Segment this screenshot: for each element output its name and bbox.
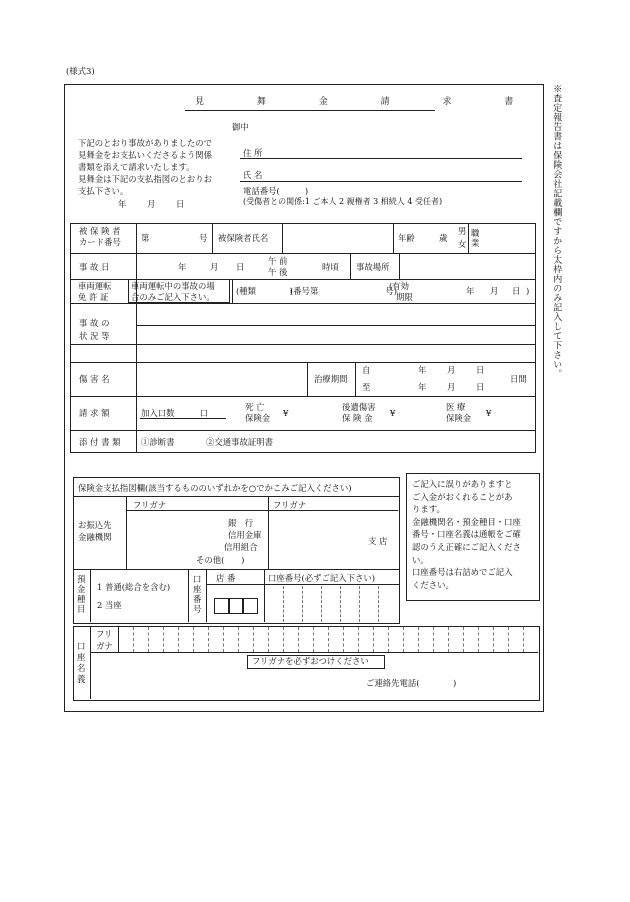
intro-line-1: 下記のとおり事故がありましたので — [78, 138, 212, 148]
store-no-digit-3[interactable] — [242, 598, 258, 614]
accident-place-label: 事故場所 — [356, 262, 390, 272]
accident-state-label-1: 事 故 の — [79, 318, 110, 328]
table-top — [70, 223, 536, 224]
gana-label: ガナ — [96, 641, 113, 651]
address-label: 住 所 — [243, 148, 263, 158]
valid-label-2: 期限 — [396, 292, 413, 302]
intro-line-2: 見舞金をお支払いくださるよう関係 — [78, 150, 212, 160]
deposit-label: 預 金 種 目 — [77, 574, 86, 614]
intro-line-3: 書類を添えて請求いたします。 — [78, 162, 195, 172]
bank-type-bank[interactable]: 銀 行 — [228, 518, 254, 528]
license-kind: (種類 ) — [236, 286, 293, 296]
form-style-label: (様式3) — [66, 66, 95, 76]
furigana-bank: フリガナ — [133, 500, 167, 510]
valid-close: ) — [526, 286, 530, 296]
male-label[interactable]: 男 — [458, 226, 467, 236]
valid-day: 日 — [512, 286, 521, 296]
branch-label: 支 店 — [368, 536, 388, 546]
bank-label-2: 金融機関 — [78, 532, 112, 542]
age-label: 年齢 — [398, 233, 415, 243]
insured-no-label-2: カード番号 — [79, 237, 121, 247]
license-note-2: 合のみご記入下さい。 — [131, 292, 215, 302]
accident-day: 日 — [236, 262, 245, 272]
date-year: 年 — [118, 199, 127, 209]
license-label-2: 免 許 証 — [78, 292, 109, 302]
from-month: 月 — [447, 365, 456, 375]
insured-name-label: 被保険者氏名 — [218, 233, 269, 243]
bank-label-1: お振込先 — [78, 520, 112, 530]
from-label: 自 — [362, 365, 371, 375]
furigana-required: フリガナを必ずおつけください — [252, 656, 369, 666]
go-label: 号 — [199, 233, 208, 243]
medical-label-1: 医 療 — [446, 402, 466, 412]
valid-month: 月 — [490, 286, 499, 296]
to-day: 日 — [476, 382, 485, 392]
notice-text: ご記入に誤りがありますと ご入金がおくれることがあ ります。 金融機関名・預金種目・口座 番号・口座名義は通帳をご確 認のうえ正確にご記入くださ い。 口座番号は右詰めでご記入 ください。 — [412, 479, 521, 590]
accident-state-label-2: 状 況 等 — [79, 331, 110, 341]
attach-1[interactable]: ①診断書 — [141, 437, 175, 447]
deposit-current[interactable]: 2 当座 — [97, 600, 122, 610]
table-bottom — [70, 452, 536, 453]
attach-label: 添 付 書 類 — [79, 437, 121, 447]
claim-label: 請 求 額 — [79, 408, 110, 418]
contact-phone: ご連絡先電話( ) — [366, 678, 457, 688]
valid-year: 年 — [466, 286, 475, 296]
intro-line-5: 支払下さい。 — [78, 186, 129, 196]
relation-label: (受傷者との関係:1 ご本人 2 親権者 3 相続人 4 受任者) — [243, 197, 443, 206]
holder-label: 口 座 名 義 — [77, 641, 86, 684]
side-note: ※査定報告書は保険会社記載欄ですから太枠内のみ記入して下さい。 — [551, 84, 562, 379]
death-yen: ¥ — [283, 408, 289, 418]
license-no: (番号第 号) — [290, 286, 398, 296]
intro-line-4: 見舞金は下記の支払指図のとおりお — [78, 174, 212, 184]
after-yen: ¥ — [390, 408, 396, 418]
jigoro-label: 時頃 — [322, 262, 339, 272]
treatment-label: 治療期間 — [314, 374, 348, 384]
death-label-1: 死 亡 — [245, 402, 265, 412]
death-label-2: 保険金 — [245, 413, 271, 423]
form-title: 見 舞 金 請 求 書 — [195, 97, 539, 107]
license-note-1: 車両運転中の事故の場 — [131, 281, 215, 291]
after-label-2: 保 険 金 — [342, 413, 373, 423]
dai-label: 第 — [141, 233, 150, 243]
license-label-1: 車両運転 — [78, 281, 112, 291]
pm-label[interactable]: 午 後 — [268, 267, 288, 277]
furigana-branch: フリガナ — [273, 500, 307, 510]
medical-label-2: 保険金 — [446, 413, 472, 423]
units-label: 加入口数 口 — [141, 408, 208, 418]
medical-yen: ¥ — [486, 408, 492, 418]
injury-label: 傷 害 名 — [79, 374, 110, 384]
date-month: 月 — [147, 199, 156, 209]
female-label[interactable]: 女 — [458, 239, 467, 249]
account-no-header: 口座番号(必ずご記入下さい) — [268, 573, 376, 583]
valid-label-1: (有効 — [389, 281, 410, 291]
bank-type-other[interactable]: その他( ) — [196, 555, 245, 565]
title-underline — [185, 110, 435, 111]
am-label[interactable]: 午 前 — [268, 256, 288, 266]
onchu-label: 御中 — [232, 122, 249, 132]
phone-label: 電話番号( ) — [243, 186, 309, 196]
occupation-label-1: 職 — [471, 228, 480, 238]
from-day: 日 — [476, 365, 485, 375]
name-label: 氏 名 — [243, 170, 263, 180]
attach-2[interactable]: ②交通事故証明書 — [206, 437, 273, 447]
store-no-label: 店 番 — [216, 573, 236, 583]
to-label: 至 — [362, 382, 371, 392]
after-label-1: 後遺傷害 — [342, 402, 376, 412]
to-year: 年 — [418, 382, 427, 392]
to-month: 月 — [447, 382, 456, 392]
accident-month: 月 — [210, 262, 219, 272]
days-label: 日間 — [510, 374, 527, 384]
occupation-label-2: 業 — [471, 238, 480, 248]
bank-type-shinkin[interactable]: 信用金庫 — [228, 530, 262, 540]
accident-year: 年 — [178, 262, 187, 272]
sai-label: 歳 — [439, 233, 448, 243]
furi-label: フリ — [96, 629, 113, 639]
bank-type-kumiai[interactable]: 信用組合 — [224, 542, 258, 552]
from-year: 年 — [418, 365, 427, 375]
deposit-ordinary[interactable]: 1 普通(総合を含む) — [97, 582, 171, 592]
name-line[interactable] — [240, 181, 522, 182]
insured-no-label-1: 被 保 険 者 — [79, 226, 121, 236]
address-line[interactable] — [240, 158, 522, 159]
accident-date-label: 事 故 日 — [79, 262, 110, 272]
date-day: 日 — [176, 199, 185, 209]
account-no-label: 口 座 番 号 — [193, 574, 202, 614]
bank-header: 保険金支払指図欄(該当するもののいずれかを○でかこみご記入ください) — [78, 483, 352, 493]
